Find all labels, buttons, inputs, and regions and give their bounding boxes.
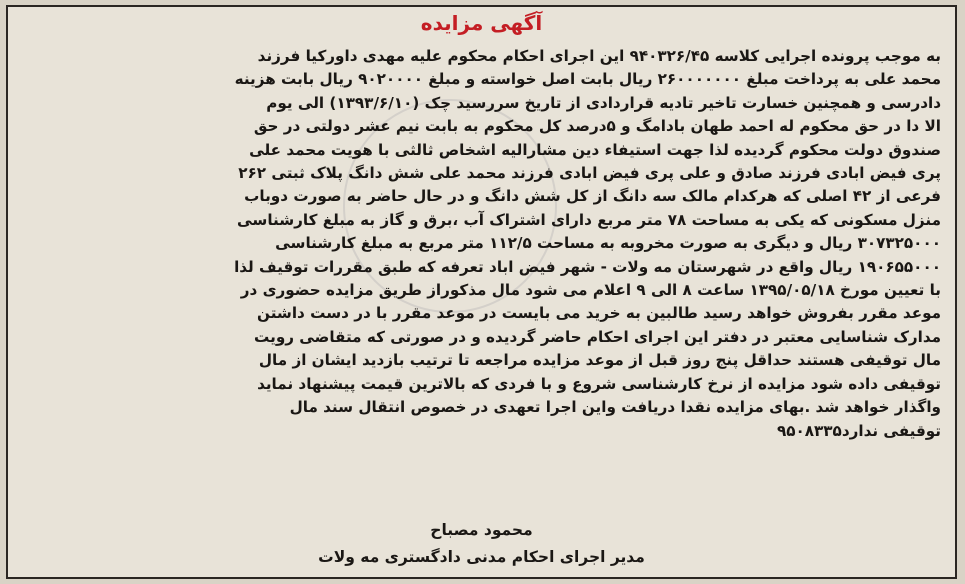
auction-notice	[6, 5, 957, 579]
notice-line: صندوق دولت محکوم گردیده لذا جهت استیفاء دین مشارالیه اشخاص ثالثی با هویت محمد علی	[249, 140, 941, 159]
notice-line: ۱۹۰۶۵۵۰۰۰ ریال واقع در شهرستان مه ولات - شهر فیض اباد تعرفه که طبق مقررات توقیف لذا	[234, 257, 941, 276]
notice-line: مال توقیفی هستند حداقل پنج روز قبل از موعد مزایده مراجعه تا ترتیب بازدید ایشان از مال	[258, 351, 941, 370]
notice-line: منزل مسکونی که یکی به مساحت ۷۸ متر مربع دارای اشتراک آب ،برق و گاز به مبلغ کارشناسی	[237, 210, 941, 229]
notice-body	[22, 45, 941, 443]
notice-line: پری فیض ابادی فرزند صادق و علی پری فیض ابادی فرزند محمد علی شش دانگ پلاک ثبتی ۲۶۲	[238, 164, 941, 183]
signer-name: محمود مصباح	[430, 521, 533, 539]
notice-line: محمد علی به پرداخت مبلغ ۲۶۰۰۰۰۰۰۰ ریال بابت اصل خواسته و مبلغ ۹۰۲۰۰۰۰ ریال بابت هزینه	[234, 70, 941, 89]
notice-line: موعد مقرر بفروش خواهد رسید طالبین به خرید می بایست در موعد مقرر با در دست داشتن	[257, 304, 941, 323]
notice-title: آگهی مزایده	[420, 11, 543, 35]
signer-title: مدیر اجرای احکام مدنی دادگستری مه ولات	[318, 548, 645, 566]
notice-line: ۳۰۷۳۲۵۰۰۰ ریال و دیگری به صورت مخروبه به مساحت ۱۱۲/۵ متر مربع به مبلغ کارشناسی	[275, 234, 941, 253]
notice-line: توقیفی ندارد۹۵۰۸۳۳۵	[776, 421, 941, 440]
notice-line: توقیفی داده شود مزایده از نرخ کارشناسی شروع و با فردی که بالاترین قیمت پیشنهاد نماید	[257, 374, 941, 393]
notice-line: به موجب پرونده اجرایی کلاسه ۹۴۰۳۲۶/۴۵ این اجرای احکام محکوم علیه مهدی داورکیا فرزند	[257, 47, 941, 65]
notice-line: با تعیین مورخ ۱۳۹۵/۰۵/۱۸ ساعت ۸ الی ۹ اعلام می شود مال مذکوراز طریق مزایده حضوری در	[240, 281, 941, 300]
notice-line: مدارک شناسایی معتبر در دفتر این اجرای احکام حاضر گردیده و در صورتی که متقاضی رویت	[254, 327, 941, 346]
notice-line: دادرسی و همچنین خسارت تاخیر تادیه قراردادی از تاریخ سررسید چک (۱۳۹۳/۶/۱۰) الی یوم	[266, 93, 941, 112]
notice-line: واگذار خواهد شد .بهای مزایده نقدا دریافت واین اجرا تعهدی در خصوص انتقال سند مال	[289, 398, 941, 417]
signature-block	[8, 517, 955, 571]
notice-line: فرعی از ۴۲ اصلی که هرکدام مالک سه دانگ از کل شش دانگ و در حال حاضر به صورت دوباب	[244, 187, 941, 206]
notice-line: الا دا در حق محکوم له احمد طهان بادامگ و ۵درصد کل محکوم به بابت نیم عشر دولتی در حق	[253, 117, 941, 136]
